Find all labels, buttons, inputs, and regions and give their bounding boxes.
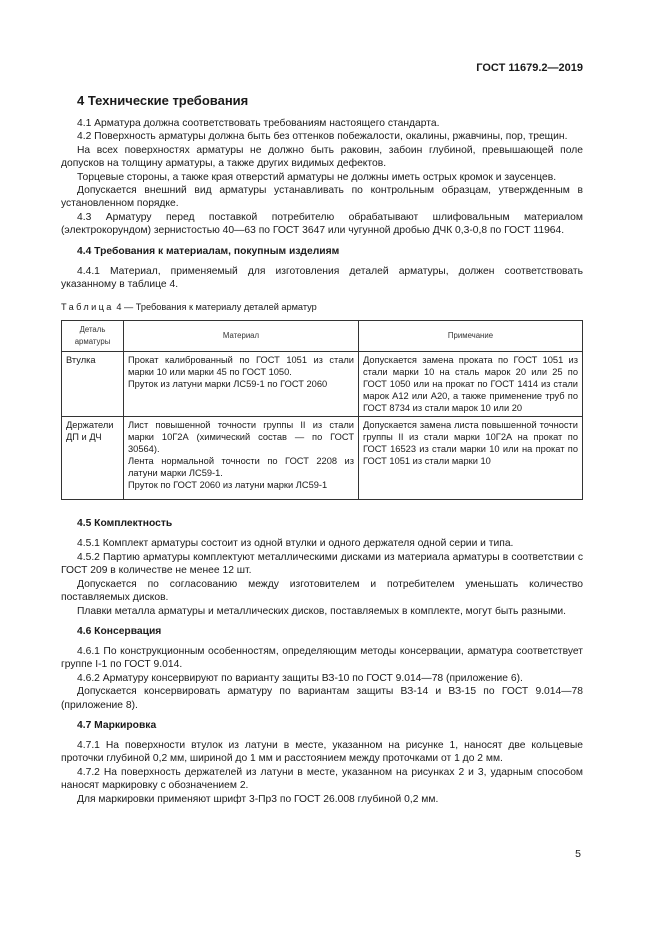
paragraph: 4.7.1 На поверхности втулок из латуни в месте, указанном на рисунке 1, наносят две кольцевые проточки глубиной 0,2 мм, шириной до 1 мм и расстоянием между проточками от 1 до 2 мм. <box>61 739 583 765</box>
paragraph: Торцевые стороны, а также края отверстий арматуры не должны иметь острых кромок и заусенцев. <box>77 171 557 183</box>
table-row <box>62 417 583 500</box>
paragraph: 4.7.2 На поверхность держателей из латуни в месте, указанном на рисунках 2 и 3, ударным способом наносят маркировку с обозначением 2. <box>61 766 583 792</box>
materials-table <box>61 320 583 500</box>
subsection-title: 4.4 Требования к материалам, покупным изделиям <box>77 245 340 257</box>
paragraph: Допускается внешний вид арматуры устанавливать по контрольным образцам, утвержденным в установленном порядке. <box>61 185 583 210</box>
subsection-title: 4.5 Комплектность <box>77 518 173 530</box>
paragraph: 4.2 Поверхность арматуры должна быть без оттенков побежалости, окалины, ржавчины, пор, трещин. <box>77 131 568 143</box>
paragraph: 4.1 Арматура должна соответствовать требованиям настоящего стандарта. <box>77 118 440 129</box>
page-content <box>61 90 583 806</box>
material-line: Прокат калиброванный по ГОСТ 1051 из стали марки 10 или марки 45 по ГОСТ 1050. <box>128 355 354 378</box>
column-header: Примечание <box>359 321 583 352</box>
table-cell-part: Втулка <box>62 352 124 417</box>
subsection-title: 4.7 Маркировка <box>77 719 157 731</box>
section-title: 4 Технические требования <box>77 93 249 108</box>
paragraph: Для маркировки применяют шрифт 3-Пр3 по ГОСТ 26.008 глубиной 0,2 мм. <box>77 793 439 805</box>
material-line: Пруток из латуни марки ЛС59-1 по ГОСТ 2060 <box>128 379 328 390</box>
page-number: 5 <box>575 848 581 860</box>
table-caption-word: Таблица <box>61 302 114 313</box>
paragraph: Допускается по согласованию между изготовителем и потребителем уменьшать количество поставляемых дисков. <box>61 578 583 604</box>
subsection-title: 4.6 Консервация <box>77 625 162 637</box>
document-number: ГОСТ 11679.2—2019 <box>476 62 583 74</box>
table-caption-text: 4 — Требования к материалу деталей арматур <box>113 302 317 313</box>
paragraph: 4.5.2 Партию арматуры комплектуют металлическими дисками из материала арматуры в соответствии с ГОСТ 209 в количестве не менее 12 шт. <box>61 551 583 577</box>
material-line: Лист повышенной точности группы II из стали марки 10Г2А (химический состав — по ГОСТ 30564). <box>128 420 354 455</box>
paragraph: На всех поверхностях арматуры не должно быть раковин, забоин глубиной, превышающей поле допусков на толщину арматуры, а также других видимых дефектов. <box>61 144 583 170</box>
paragraph: 4.4.1 Материал, применяемый для изготовления деталей арматуры, должен соответствовать указанному в таблице 4. <box>61 265 583 291</box>
table-header-row <box>62 321 583 352</box>
table-row <box>62 352 583 417</box>
paragraph: 4.3 Арматуру перед поставкой потребителю обрабатывают шлифовальным материалом (электрокорундом) зернистостью 40—63 по ГОСТ 3647 или чугунной дробью ДЧК 0,3-0,8 по ГОСТ 11964. <box>61 211 583 237</box>
column-header: Деталь арматуры <box>62 321 124 352</box>
paragraph: 4.6.1 По конструкционным особенностям, определяющим методы консервации, арматура соответствует группе I-1 по ГОСТ 9.014. <box>61 645 583 671</box>
table-caption <box>61 302 583 312</box>
paragraph: Допускается консервировать арматуру по вариантам защиты ВЗ-14 и ВЗ-15 по ГОСТ 9.014—78 (приложение 8). <box>61 686 583 711</box>
table-cell-note: Допускается замена проката по ГОСТ 1051 из стали марки 10 на сталь марок 20 или 25 по ГОСТ 1050 или на прокат по ГОСТ 1414 из стали марок А12 или А20, а также применение труб по ГОСТ 8734 из стали марок 10 или 20 <box>359 352 583 417</box>
table-cell-part: Держатели ДП и ДЧ <box>62 417 124 500</box>
material-line: Пруток по ГОСТ 2060 из латуни марки ЛС59-1 <box>128 480 328 491</box>
paragraph: 4.6.2 Арматуру консервируют по варианту защиты ВЗ-10 по ГОСТ 9.014—78 (приложение 6). <box>77 672 523 684</box>
paragraph: Плавки металла арматуры и металлических дисков, поставляемых в комплекте, могут быть разными. <box>77 605 567 617</box>
table-cell-note: Допускается замена листа повышенной точности группы II из стали марки 10Г2А на прокат по ГОСТ 16523 из стали марки 10 или на прокат по ГОСТ 1051 из стали марки 10 <box>359 417 583 500</box>
column-header: Материал <box>124 321 359 352</box>
paragraph: 4.5.1 Комплект арматуры состоит из одной втулки и одного держателя одной серии и типа. <box>77 538 514 550</box>
material-line: Лента нормальной точности по ГОСТ 2208 из латуни марки ЛС59-1. <box>128 456 354 479</box>
table-cell-material <box>124 352 359 417</box>
table-cell-material <box>124 417 359 500</box>
